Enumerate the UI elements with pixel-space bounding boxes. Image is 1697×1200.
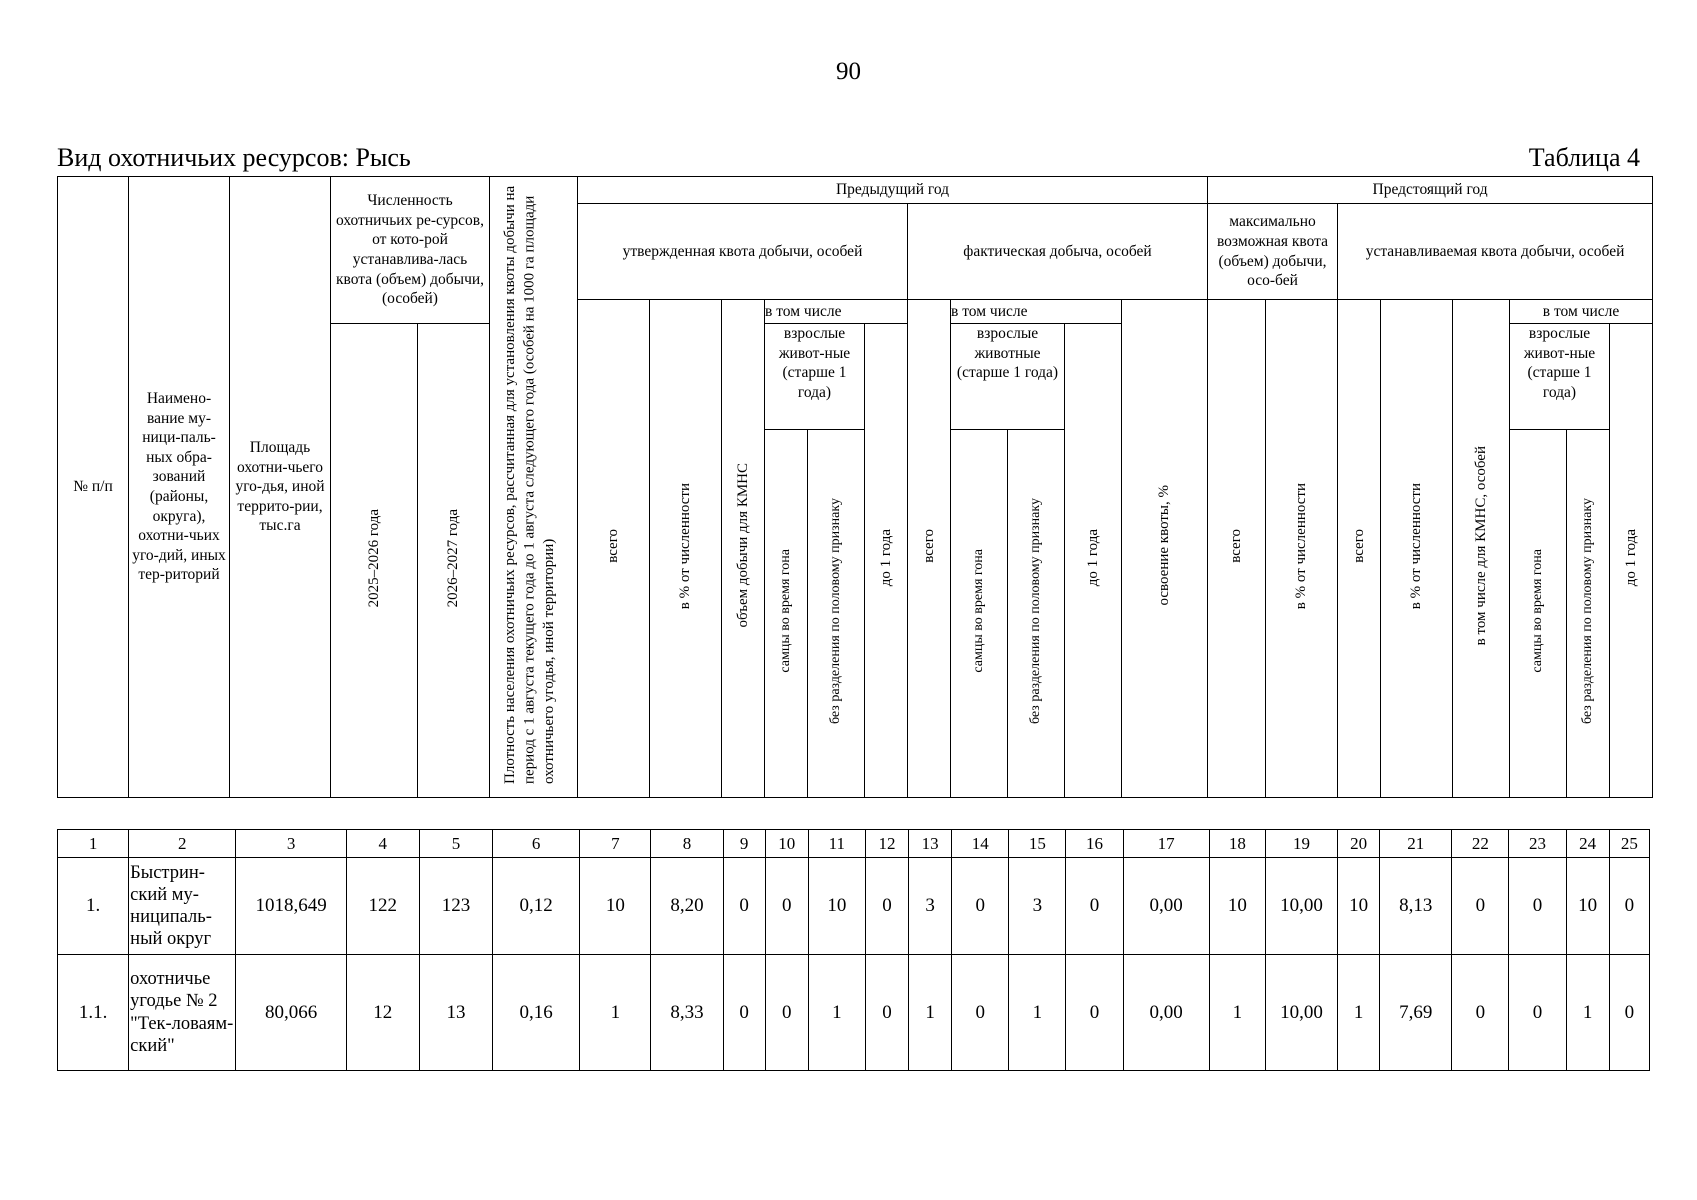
header-including-10: в том числе bbox=[765, 300, 908, 324]
header-males-14: самцы во время гона bbox=[971, 548, 987, 673]
column-number: 20 bbox=[1338, 830, 1380, 858]
table-cell: 0 bbox=[1066, 955, 1123, 1071]
table-cell: 8,20 bbox=[651, 858, 723, 955]
table-cell: 0 bbox=[723, 955, 765, 1071]
table-cell: 0,16 bbox=[493, 955, 580, 1071]
header-total-7: всего bbox=[605, 528, 622, 563]
table-cell: 0 bbox=[1452, 955, 1509, 1071]
column-number: 12 bbox=[865, 830, 908, 858]
table-cell: 10 bbox=[1338, 858, 1380, 955]
data-table bbox=[57, 829, 1650, 1071]
table-cell: 0 bbox=[1609, 858, 1649, 955]
row-number: 1. bbox=[58, 858, 129, 955]
column-number: 1 bbox=[58, 830, 129, 858]
column-number: 10 bbox=[765, 830, 808, 858]
table-cell: 0 bbox=[1452, 858, 1509, 955]
table-cell: 8,13 bbox=[1380, 858, 1452, 955]
column-number: 23 bbox=[1509, 830, 1566, 858]
table-row bbox=[58, 858, 1650, 955]
header-kmns-22: в том числе для КМНС, особей bbox=[1472, 446, 1489, 646]
table-cell: 3 bbox=[909, 858, 952, 955]
table-cell: 1 bbox=[580, 955, 651, 1071]
table-cell: 0 bbox=[765, 858, 808, 955]
table-cell: 0 bbox=[1509, 858, 1566, 955]
header-total-20: всего bbox=[1350, 528, 1367, 563]
header-density: Плотность населения охотничьих ресурсов, рассчитанная для установления квоты добычи на период с 1 августа текущего года до 1 августа следующего года (особей на 1000 га площади охотничьего угодья, иной территории) bbox=[501, 186, 557, 785]
header-pct-21: в % от численности bbox=[1408, 482, 1425, 609]
column-number: 11 bbox=[808, 830, 865, 858]
column-number: 4 bbox=[346, 830, 419, 858]
table-cell: 0,12 bbox=[493, 858, 580, 955]
table-cell: 10 bbox=[808, 858, 865, 955]
header-quota-use-17: освоение квоты, % bbox=[1156, 485, 1173, 606]
table-cell: 3 bbox=[1009, 858, 1066, 955]
table-cell: 1 bbox=[909, 955, 952, 1071]
header-table bbox=[57, 176, 1653, 798]
table-cell: 1 bbox=[1338, 955, 1380, 1071]
column-number: 2 bbox=[129, 830, 236, 858]
row-name: Быстрин-ский му-ниципаль-ный округ bbox=[129, 858, 236, 955]
header-adults-10: взрослые живот-ные (старше 1 года) bbox=[765, 324, 865, 430]
header-col-area: Площадь охотни-чьего уго-дья, иной террито-рии, тыс.га bbox=[230, 177, 331, 798]
table-cell: 0 bbox=[765, 955, 808, 1071]
table-cell: 80,066 bbox=[236, 955, 346, 1071]
table-cell: 1 bbox=[808, 955, 865, 1071]
column-number: 18 bbox=[1209, 830, 1265, 858]
table-cell: 0 bbox=[865, 858, 908, 955]
table-cell: 0,00 bbox=[1123, 858, 1209, 955]
column-number: 3 bbox=[236, 830, 346, 858]
header-nosex-11: без разделения по половому признаку bbox=[828, 497, 844, 724]
table-cell: 0 bbox=[1066, 858, 1123, 955]
header-max-quota: максимально возможная квота (объем) добычи, осо-бей bbox=[1208, 204, 1338, 300]
header-prev-year: Предыдущий год bbox=[578, 177, 1208, 204]
table-cell: 13 bbox=[419, 955, 492, 1071]
table-title: Вид охотничьих ресурсов: Рысь bbox=[57, 143, 411, 172]
header-under1-12: до 1 года bbox=[877, 529, 894, 587]
column-number: 25 bbox=[1609, 830, 1649, 858]
header-nosex-15: без разделения по половому признаку bbox=[1028, 497, 1044, 724]
column-number: 24 bbox=[1566, 830, 1609, 858]
table-cell: 0 bbox=[952, 858, 1009, 955]
header-total-13: всего bbox=[920, 528, 937, 563]
header-under1-25: до 1 года bbox=[1622, 529, 1639, 587]
table-cell: 10 bbox=[1566, 858, 1609, 955]
header-year1: 2025–2026 года bbox=[365, 508, 382, 607]
table-cell: 10 bbox=[1209, 858, 1265, 955]
column-number: 21 bbox=[1380, 830, 1452, 858]
header-approved-quota: утвержденная квота добычи, особей bbox=[578, 204, 908, 300]
row-number: 1.1. bbox=[58, 955, 129, 1071]
header-year2: 2026–2027 года bbox=[445, 508, 462, 607]
table-cell: 8,33 bbox=[651, 955, 723, 1071]
header-adults-23: взрослые живот-ные (старше 1 года) bbox=[1510, 324, 1610, 430]
column-number: 15 bbox=[1009, 830, 1066, 858]
table-row bbox=[58, 955, 1650, 1071]
header-total-18: всего bbox=[1228, 528, 1245, 563]
column-number: 5 bbox=[419, 830, 492, 858]
column-number: 22 bbox=[1452, 830, 1509, 858]
header-density-cell bbox=[490, 177, 578, 798]
table-cell: 0 bbox=[952, 955, 1009, 1071]
table-cell: 0 bbox=[1609, 955, 1649, 1071]
header-pct-19: в % от численности bbox=[1293, 482, 1310, 609]
header-including-23: в том числе bbox=[1510, 300, 1653, 324]
table-cell: 0 bbox=[1509, 955, 1566, 1071]
table-cell: 123 bbox=[419, 858, 492, 955]
column-number: 13 bbox=[909, 830, 952, 858]
table-cell: 1 bbox=[1566, 955, 1609, 1071]
row-name: охотничье угодье № 2 "Тек-ловаям-ский" bbox=[129, 955, 236, 1071]
table-cell: 10,00 bbox=[1265, 955, 1337, 1071]
column-number: 17 bbox=[1123, 830, 1209, 858]
header-abundance: Численность охотничьих ре-сурсов, от кото-рой устанавлива-лась квота (объем) добычи, (особей) bbox=[331, 177, 490, 324]
table-cell: 1 bbox=[1009, 955, 1066, 1071]
header-actual-harvest: фактическая добыча, особей bbox=[908, 204, 1208, 300]
header-pct-8: в % от численности bbox=[677, 482, 694, 609]
header-col-name: Наимено-вание му-ници-паль-ных обра-зований (районы, округа), охотни-чьих уго-дий, иных тер-риторий bbox=[129, 177, 230, 798]
header-under1-16: до 1 года bbox=[1084, 529, 1101, 587]
header-col-number: № п/п bbox=[58, 177, 129, 798]
column-number: 8 bbox=[651, 830, 723, 858]
page-number: 90 bbox=[836, 58, 861, 85]
column-number: 16 bbox=[1066, 830, 1123, 858]
header-including-14: в том числе bbox=[951, 300, 1122, 324]
table-cell: 1018,649 bbox=[236, 858, 346, 955]
header-nosex-24: без разделения по половому признаку bbox=[1580, 497, 1596, 724]
header-next-year: Предстоящий год bbox=[1208, 177, 1653, 204]
column-number: 9 bbox=[723, 830, 765, 858]
table-cell: 10 bbox=[580, 858, 651, 955]
table-cell: 122 bbox=[346, 858, 419, 955]
table-label: Таблица 4 bbox=[1528, 143, 1640, 172]
column-number: 6 bbox=[493, 830, 580, 858]
header-kmns-9: объем добычи для КМНС bbox=[734, 463, 751, 628]
table-cell: 7,69 bbox=[1380, 955, 1452, 1071]
column-number-row bbox=[58, 830, 1650, 858]
table-cell: 12 bbox=[346, 955, 419, 1071]
header-adults-14: взрослые животные (старше 1 года) bbox=[951, 324, 1065, 430]
table-cell: 0 bbox=[723, 858, 765, 955]
header-males-23: самцы во время гона bbox=[1530, 548, 1546, 673]
column-number: 14 bbox=[952, 830, 1009, 858]
table-cell: 10,00 bbox=[1265, 858, 1337, 955]
table-cell: 1 bbox=[1209, 955, 1265, 1071]
column-number: 7 bbox=[580, 830, 651, 858]
header-set-quota: устанавливаемая квота добычи, особей bbox=[1338, 204, 1653, 300]
table-cell: 0 bbox=[865, 955, 908, 1071]
header-males-10: самцы во время гона bbox=[778, 548, 794, 673]
column-number: 19 bbox=[1265, 830, 1337, 858]
table-cell: 0,00 bbox=[1123, 955, 1209, 1071]
